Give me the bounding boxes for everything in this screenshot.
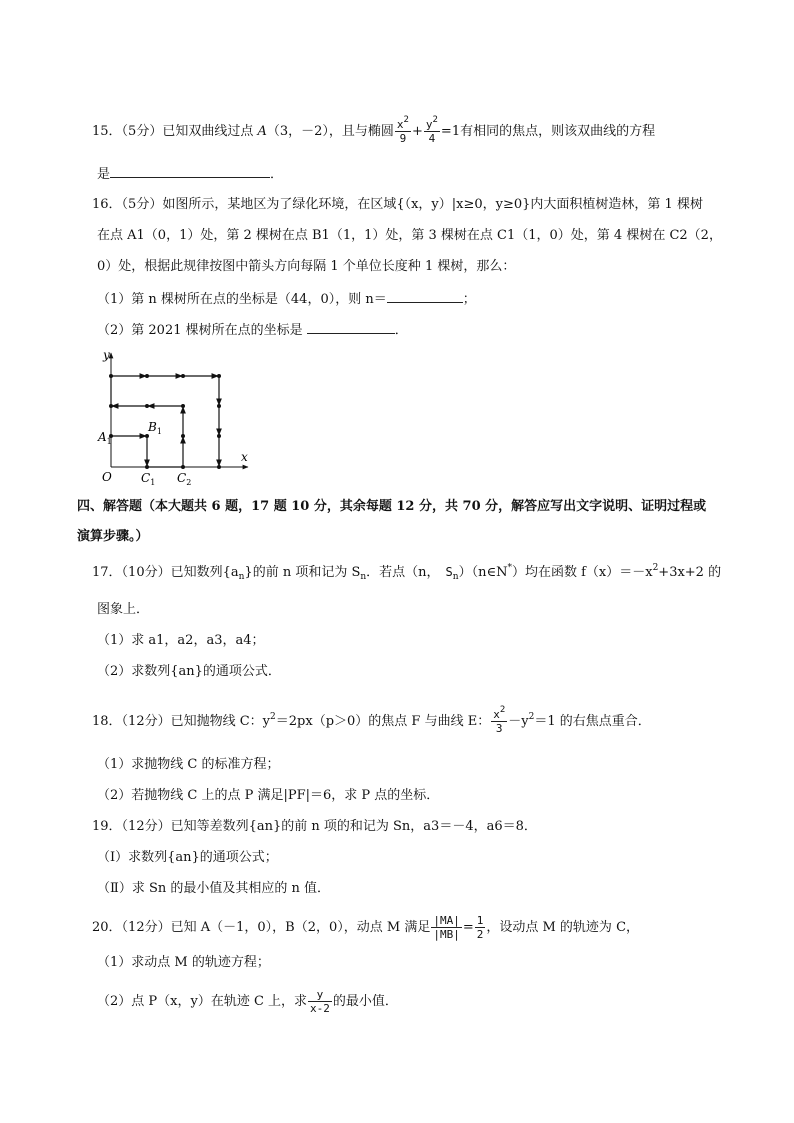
q18-part2: （2）若抛物线 C 上的点 P 满足|PF|＝6，求 P 点的坐标． bbox=[97, 788, 440, 803]
q16-score: （5分） bbox=[121, 197, 163, 212]
y-label: y bbox=[103, 348, 110, 362]
q17-number: 17． bbox=[92, 565, 122, 580]
q17-line1: 17．（10分）已知数列$\{a_n\}$的前 n 项和记为 $S_n$．若点（n， $S_n)(n\in N^*)$均在函数 $f(x)=-x^2+3x+2$ 的 bbox=[92, 563, 722, 582]
q15-coord: （3，－2），且与椭圆 bbox=[266, 124, 394, 139]
frac-den: 2 bbox=[476, 928, 484, 941]
c1-label bbox=[141, 471, 155, 485]
q19-part2: （Ⅱ）求 Sn 的最小值及其相应的 n 值． bbox=[97, 881, 331, 896]
q20-part2 bbox=[97, 988, 398, 1015]
q18-part1: （1）求抛物线 C 的标准方程； bbox=[97, 757, 280, 772]
q17-text-g: +3x+2 的 bbox=[658, 565, 722, 580]
q16-figure bbox=[92, 345, 272, 485]
q15-line2 bbox=[97, 164, 283, 184]
a1-letter: A bbox=[98, 430, 107, 444]
q20-number: 20． bbox=[92, 920, 122, 935]
section4-heading: 四、解答题（本大题共 6 题，17 题 10 分，其余每题 12 分，共 70 分，解答应写出文字说明、证明过程或 bbox=[77, 499, 707, 514]
q16-part1-text: （1）第 n 棵树所在点的坐标是（44，0），则 n＝ bbox=[97, 292, 387, 307]
q16-line3: 0）处，根据此规律按图中箭头方向每隔 1 个单位长度种 1 棵树，那么： bbox=[97, 259, 516, 274]
q16-part2-text: （2）第 2021 棵树所在点的坐标是 bbox=[97, 323, 303, 338]
q15-number: 15． bbox=[92, 124, 122, 139]
q20-part2-text-b: 的最小值． bbox=[332, 994, 398, 1009]
q18-text-c: －y bbox=[508, 714, 529, 729]
q15-answer-prefix: 是 bbox=[97, 167, 111, 182]
q15-frac-x: $\frac{x^2}{9}$ bbox=[396, 115, 409, 145]
answer-blank bbox=[110, 164, 270, 178]
q17-text-c: ．若点（n， bbox=[366, 565, 440, 580]
q18-text-d: ＝1 的右焦点重合． bbox=[534, 714, 651, 729]
q16-text-1: 如图所示，某地区为了绿化环境，在区域{（x，y）|x≥0，y≥0}内大面积植树造林，第 1 棵树 bbox=[162, 197, 703, 212]
q15-frac-y: $\frac{y^2}{4}$ bbox=[425, 115, 438, 145]
q16-part1-end: ； bbox=[462, 292, 476, 307]
q16-line1 bbox=[92, 196, 703, 214]
q19-line1 bbox=[92, 818, 537, 836]
q20-text-b: ，设动点 M 的轨迹为 C， bbox=[486, 920, 640, 935]
q20-text-a: 已知 A（－1，0），B（2，0），动点 M 满足 bbox=[170, 920, 431, 935]
a1-sub: 1 bbox=[106, 437, 112, 446]
frac-den: 4 bbox=[428, 132, 436, 145]
q17-text-f: ）均在函数 f（x）＝－x bbox=[511, 565, 653, 580]
q18-frac: $\frac{x^2}{3}$ bbox=[493, 705, 506, 735]
c1-letter: C bbox=[141, 471, 151, 485]
q18-number: 18． bbox=[92, 714, 122, 729]
q17-text-e: ）（n∈N bbox=[458, 565, 508, 580]
plus-sign: + bbox=[411, 124, 423, 139]
q17-score: （10分） bbox=[121, 565, 171, 580]
q18-line1: 18．（12分）已知抛物线 C：$y^2=2px(p>0)$的焦点 F 与曲线 E： $\frac{x^2}{3}$ $-y^2=1$ 的右焦点重合． bbox=[92, 705, 651, 735]
section4-heading-cont: 演算步骤。） bbox=[77, 529, 149, 544]
q20-line1 bbox=[92, 914, 639, 941]
q15-score: （5分） bbox=[121, 124, 163, 139]
frac-num: 1 bbox=[476, 914, 484, 927]
q15-period: ． bbox=[270, 167, 284, 182]
q16-part2-end: ． bbox=[394, 323, 408, 338]
q18-score: （12分） bbox=[121, 714, 171, 729]
q15-point: A bbox=[257, 124, 267, 139]
frac-num: y bbox=[308, 988, 332, 1002]
equals-one: =1 bbox=[440, 124, 461, 139]
q19-part1: （Ⅰ）求数列{an}的通项公式； bbox=[97, 850, 278, 865]
equals-sign: = bbox=[462, 920, 474, 935]
q17-text-a: 已知数列{a bbox=[170, 565, 239, 580]
q20-frac-slope bbox=[308, 988, 332, 1015]
tree-path bbox=[111, 376, 219, 467]
frac-den: 9 bbox=[399, 132, 407, 145]
q19-text: 已知等差数列{an}的前 n 项的和记为 Sn，a3＝－4，a6＝8． bbox=[170, 819, 537, 834]
c1-sub: 1 bbox=[150, 478, 156, 485]
q17-text-b: }的前 n 项和记为 S bbox=[244, 565, 361, 580]
q15-line1 bbox=[92, 115, 656, 145]
answer-blank bbox=[387, 289, 463, 303]
origin-label: O bbox=[102, 470, 112, 484]
q20-frac-ratio bbox=[431, 914, 462, 941]
a1-label bbox=[97, 430, 112, 446]
frac-den: 3 bbox=[495, 722, 503, 735]
q15-text: 已知双曲线过点 bbox=[162, 124, 254, 139]
q18-text-b: ＝2px（p＞0）的焦点 F 与曲线 E： bbox=[275, 714, 491, 729]
c2-letter: C bbox=[177, 471, 187, 485]
b1-letter: B bbox=[148, 420, 157, 434]
q16-line2: 在点 A1（0，1）处，第 2 棵树在点 B1（1，1）处，第 3 棵树在点 C1（1，0）处，第 4 棵树在 C2（2， bbox=[97, 228, 722, 243]
frac-den: x-2 bbox=[310, 1002, 330, 1015]
c2-label bbox=[177, 471, 191, 485]
frac-den: |MB| bbox=[433, 928, 460, 941]
q20-part2-text-a: （2）点 P（x，y）在轨迹 C 上，求 bbox=[97, 994, 308, 1009]
q15-text-b: 有相同的焦点，则该双曲线的方程 bbox=[460, 124, 656, 139]
frac-num: |MA| bbox=[433, 914, 460, 927]
q16-part1 bbox=[97, 289, 476, 309]
q19-number: 19． bbox=[92, 819, 122, 834]
q20-frac-half bbox=[475, 914, 486, 941]
q17-sn: S bbox=[445, 565, 453, 579]
q19-score: （12分） bbox=[121, 819, 171, 834]
q18-text-a: 已知抛物线 C：y bbox=[170, 714, 271, 729]
q16-part2 bbox=[97, 320, 408, 340]
q16-number: 16． bbox=[92, 197, 122, 212]
frac-num: x bbox=[396, 118, 404, 131]
q17-part1: （1）求 a1，a2，a3，a4； bbox=[97, 633, 265, 648]
b1-label bbox=[147, 420, 162, 436]
q17-line2: 图象上． bbox=[97, 602, 150, 617]
answer-blank bbox=[307, 320, 395, 334]
c2-sub: 2 bbox=[186, 478, 192, 485]
frac-num: y bbox=[425, 118, 433, 131]
x-label: x bbox=[241, 450, 248, 464]
tree-points bbox=[106, 374, 221, 469]
q20-score: （12分） bbox=[121, 920, 171, 935]
q20-part1: （1）求动点 M 的轨迹方程； bbox=[97, 955, 270, 970]
b1-sub: 1 bbox=[156, 427, 162, 436]
q17-part2: （2）求数列{an}的通项公式． bbox=[97, 664, 281, 679]
frac-num: x bbox=[493, 708, 500, 721]
